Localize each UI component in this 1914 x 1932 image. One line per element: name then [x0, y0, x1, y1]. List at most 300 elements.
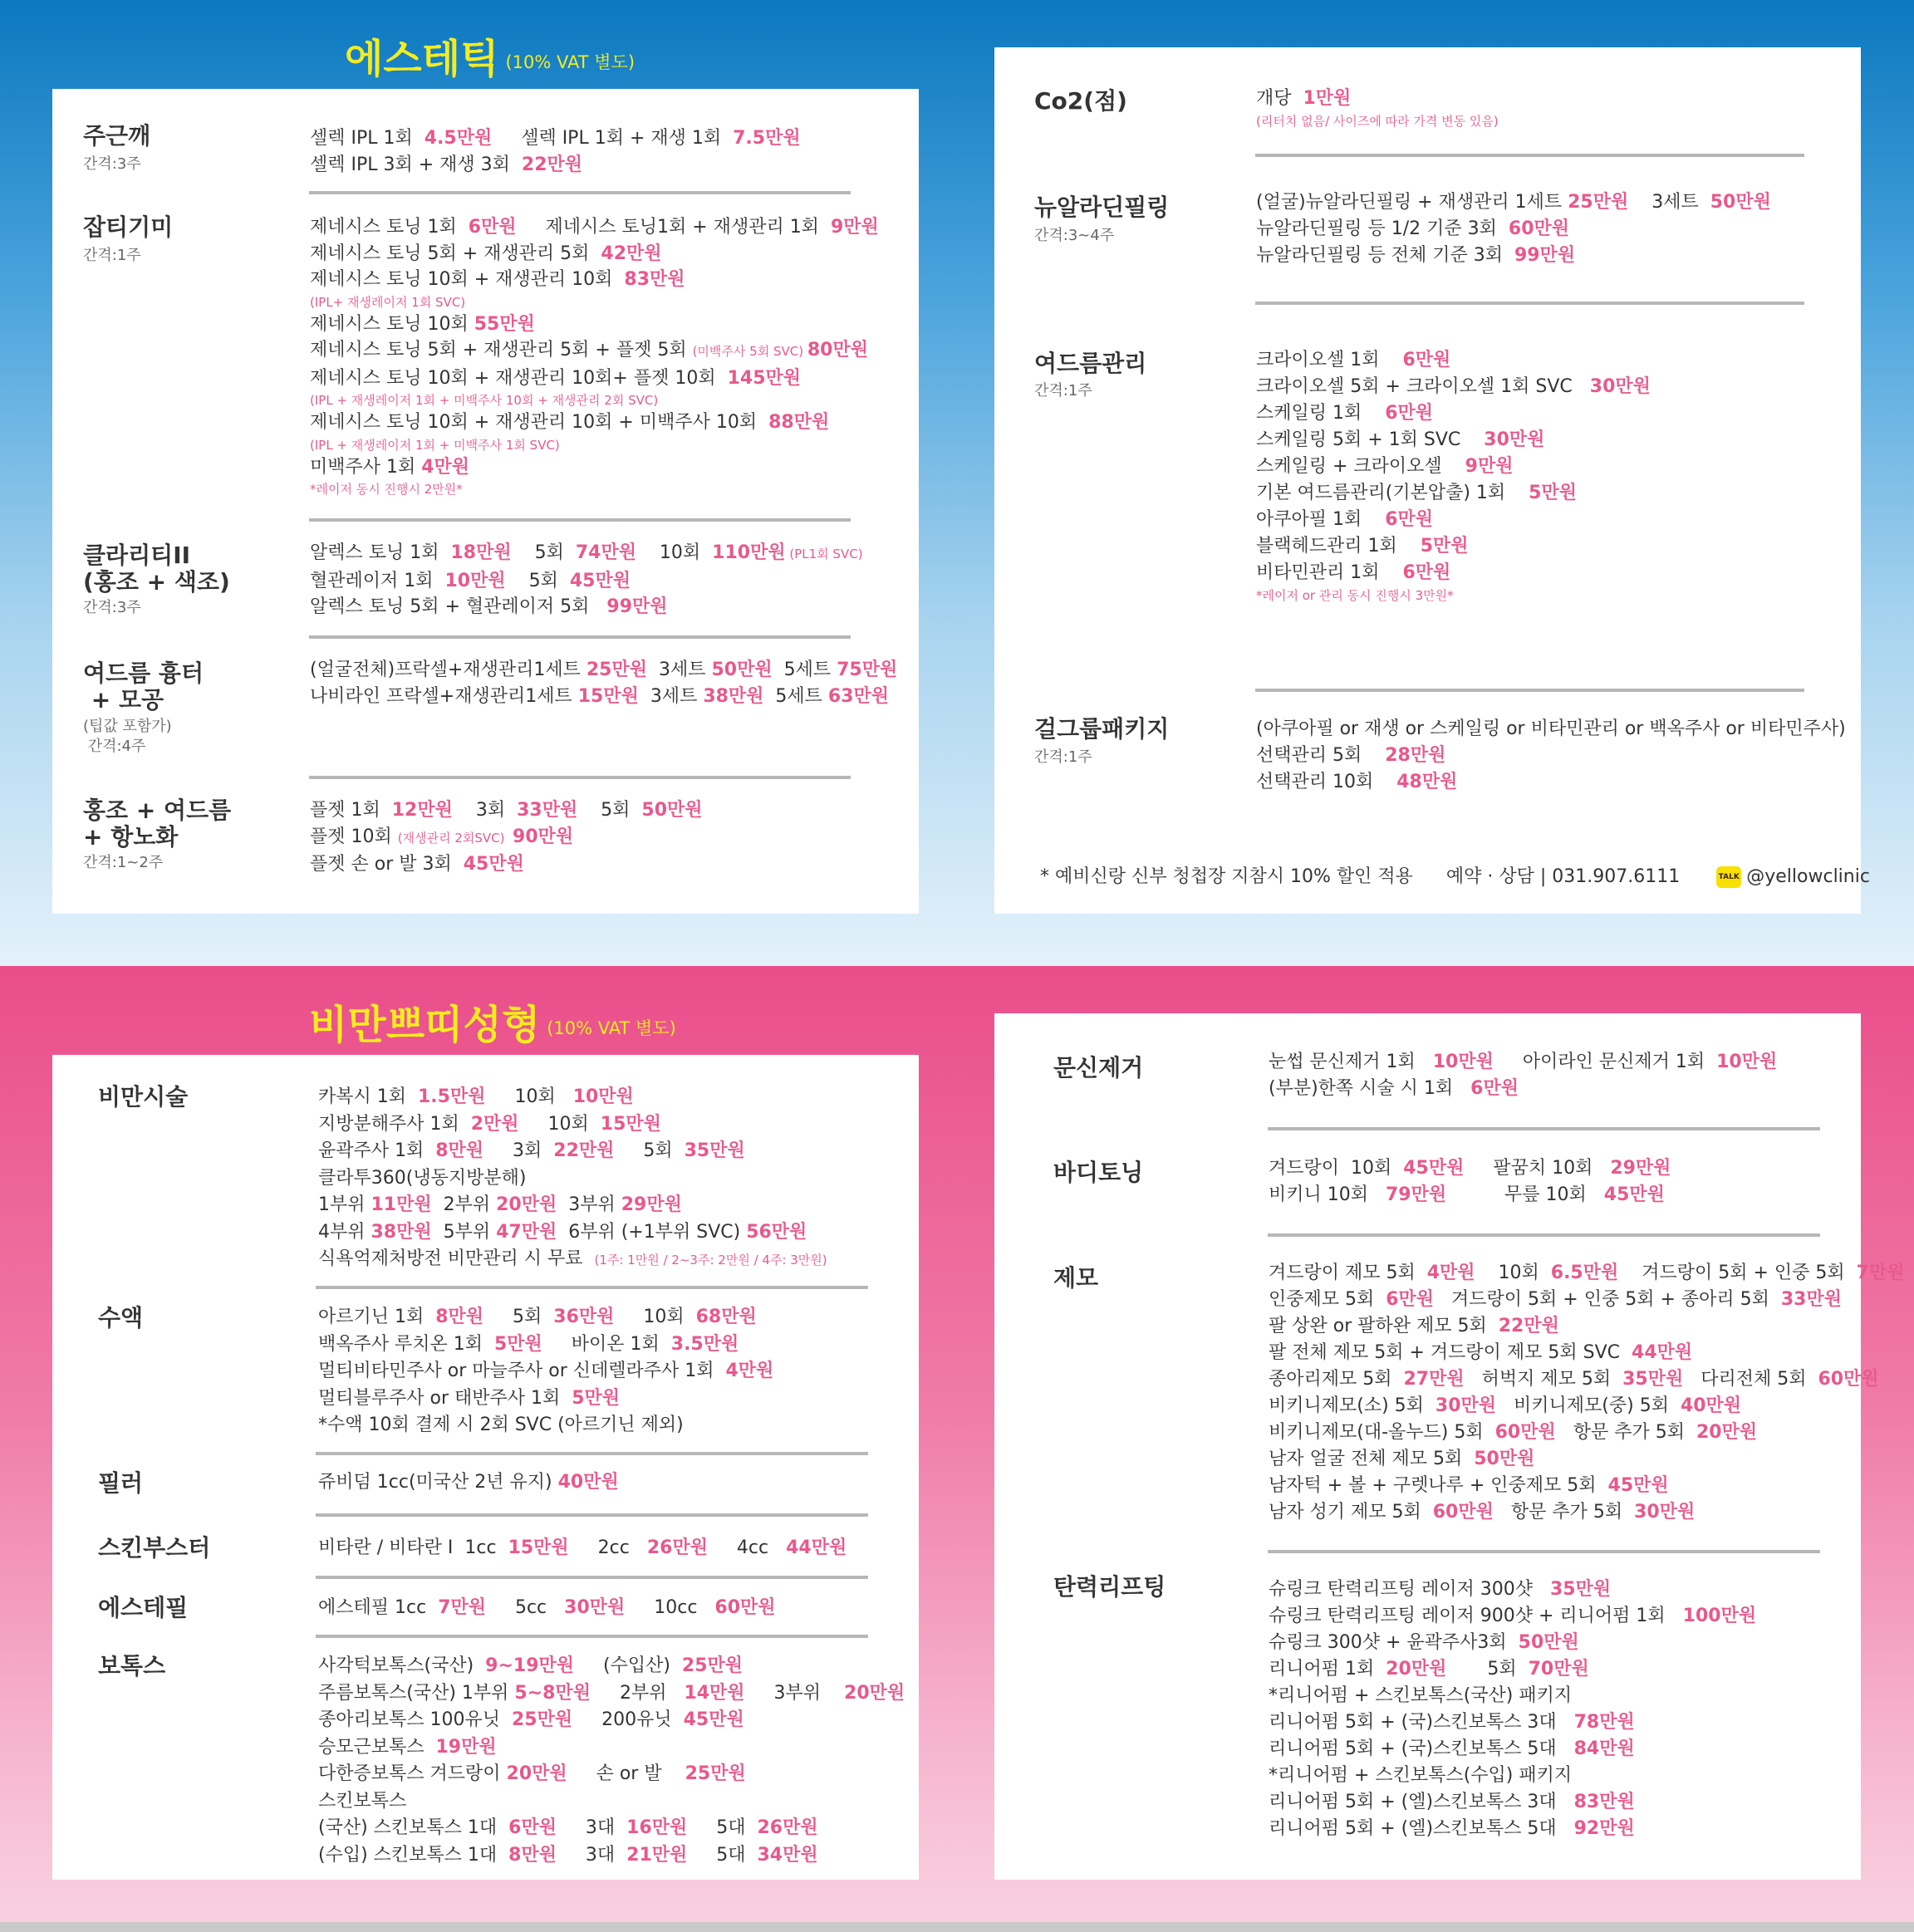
panel-a-section-3-interval: 간격:4주: [83, 738, 146, 755]
item-label: 2cc: [568, 1537, 647, 1558]
price-line: [310, 480, 879, 498]
price-value: 6만원: [508, 1817, 557, 1838]
item-label: *리니어펌 + 스킨보톡스(국산) 패키지: [1269, 1685, 1573, 1706]
price-value: 30만원: [1435, 1395, 1497, 1416]
price-value: 26만원: [757, 1817, 818, 1838]
price-value: 55만원: [474, 313, 535, 335]
item-label: 플젯 1회: [310, 800, 392, 821]
price-line: [310, 293, 879, 311]
price-line: [1269, 1656, 1756, 1683]
footer: [1040, 862, 1870, 888]
price-value: 15만원: [600, 1113, 661, 1135]
price-value: 80만원: [807, 340, 868, 360]
price-line: [1269, 1736, 1756, 1763]
price-value: 18만원: [450, 542, 512, 563]
slim-vat-note: (10% VAT 별도): [547, 1018, 676, 1038]
item-label: 스케일링 + 크라이오셀: [1256, 456, 1465, 477]
panel-c-section-4-price-list: [318, 1595, 776, 1622]
panel-b-section-0-category: Co2(점): [1034, 87, 1127, 115]
price-value: 5만원: [1420, 536, 1469, 557]
price-value: 25만원: [681, 1655, 744, 1676]
price-value: 6만원: [1385, 509, 1434, 530]
item-label: 클라투360(냉동지방분해): [318, 1167, 527, 1189]
item-label: 쥬비덤 1cc(미국산 2년 유지): [318, 1472, 558, 1493]
price-value: 4만원: [725, 1361, 774, 1381]
item-label: 플젯 10회: [310, 826, 398, 847]
price-line: [1269, 1576, 1756, 1603]
item-label: 리니어펌 5회 + (국)스킨보톡스 5대: [1269, 1738, 1574, 1759]
item-label: 선택관리 10회: [1256, 772, 1397, 792]
item-label: 비키니제모(소) 5회: [1269, 1395, 1436, 1416]
price-value: 7만원: [1856, 1263, 1905, 1283]
price-value: 60만원: [1508, 218, 1570, 239]
price-value: 9만원: [1465, 456, 1514, 477]
price-value: 10만원: [444, 570, 506, 591]
item-label: 크라이오셀 1회: [1256, 350, 1403, 370]
price-value: 50만원: [711, 660, 773, 680]
item-label: 식욕억제처방전 비만관리 시 무료: [318, 1248, 595, 1269]
price-value: 45만원: [1603, 1184, 1665, 1205]
price-line: [318, 1246, 827, 1274]
price-line: [1256, 216, 1771, 243]
kakao-talk-icon: TALK: [1716, 866, 1741, 888]
price-value: 88만원: [768, 412, 830, 433]
price-line: [318, 1469, 619, 1497]
item-label: 비키니제모(대-올누드) 5회: [1269, 1422, 1495, 1443]
panel-a-section-3-interval: (팁값 포함가): [83, 718, 172, 735]
price-value: 14만원: [684, 1682, 745, 1704]
panel-c-section-1-price-list: [318, 1304, 773, 1439]
price-value: 27만원: [1403, 1369, 1465, 1390]
price-value: 110만원: [712, 542, 786, 563]
price-line: [318, 1331, 773, 1359]
section-divider: [309, 635, 851, 639]
item-label: 1부위: [318, 1194, 371, 1215]
item-label: 6부위 (+1부위 SVC): [557, 1221, 747, 1243]
item-label: 크라이오셀 5회 + 크라이오셀 1회 SVC: [1256, 376, 1590, 397]
price-value: 20만원: [844, 1682, 905, 1704]
panel-d-section-3-category: 탄력리프팅: [1053, 1573, 1166, 1601]
price-line: [318, 1788, 905, 1816]
price-line: [310, 797, 703, 824]
price-value: 1만원: [1303, 88, 1352, 109]
price-line: [318, 1304, 773, 1331]
price-line: [1269, 1473, 1904, 1499]
bottom-strip: [0, 1922, 1914, 1932]
item-label: 비타민관리 1회: [1256, 562, 1403, 583]
item-label: 10회: [636, 542, 713, 563]
item-label: 겨드랑이 5회 + 인중 5회: [1618, 1263, 1857, 1283]
price-value: 79만원: [1385, 1184, 1447, 1205]
item-label: 항문 추가 5회: [1555, 1422, 1696, 1443]
panel-a-section-4-price-list: [310, 797, 703, 878]
price-value: 45만원: [683, 1709, 744, 1730]
item-label: 다한증보톡스 겨드랑이: [318, 1763, 507, 1784]
panel-b-section-3-price-list: [1256, 716, 1846, 796]
item-label: 겨드랑이 제모 5회: [1269, 1263, 1427, 1283]
footnote: (IPL + 재생레이저 1회 + 미백주사 10회 + 재생관리 2회 SVC): [310, 393, 659, 408]
price-value: 70만원: [1528, 1659, 1589, 1679]
price-line: [1269, 1313, 1904, 1340]
panel-a-section-1-price-list: [310, 214, 879, 498]
item-label: 슈링크 탄력리프팅 레이저 300샷: [1269, 1579, 1550, 1600]
panel-a-section-0-price-list: [310, 125, 801, 178]
panel-d-section-0-category: 문신제거: [1053, 1054, 1144, 1081]
section-divider: [1255, 689, 1804, 692]
price-value: 6만원: [468, 217, 517, 238]
price-line: [1269, 1709, 1756, 1736]
item-label: 항문 추가 5회: [1493, 1502, 1635, 1523]
panel-d-section-3-price-list: [1269, 1576, 1756, 1842]
price-value: 6만원: [1385, 403, 1434, 424]
price-value: 11만원: [371, 1194, 432, 1215]
item-label: 5세트: [772, 660, 837, 680]
price-line: [1269, 1683, 1756, 1709]
item-label: 비타란 / 비타란 I 1cc: [318, 1537, 508, 1558]
item-label: 10회: [485, 1086, 573, 1107]
item-label: 10회: [1475, 1263, 1551, 1283]
panel-b-section-2-interval: 간격:1주: [1034, 382, 1092, 400]
section-divider: [1268, 1127, 1820, 1130]
item-label: 블랙헤드관리 1회: [1256, 536, 1421, 557]
price-line: [318, 1595, 776, 1622]
price-value: 5만원: [1529, 483, 1577, 503]
price-value: 60만원: [714, 1597, 776, 1618]
price-line: [310, 125, 801, 152]
price-line: [1256, 769, 1846, 796]
item-label: 윤곽주사 1회: [318, 1140, 436, 1161]
price-value: 33만원: [1780, 1289, 1842, 1310]
item-label: 팔꿈치 10회: [1464, 1158, 1611, 1179]
price-value: 30만원: [1589, 376, 1651, 397]
price-line: [1269, 1260, 1904, 1287]
service-note: (PL1회 SVC): [785, 547, 863, 561]
price-value: 38만원: [371, 1221, 432, 1243]
item-label: 지방분해주사 1회: [318, 1113, 471, 1135]
panel-b-section-2-price-list: [1256, 347, 1651, 605]
item-label: 2부위: [590, 1682, 685, 1704]
item-label: 무릎 10회: [1446, 1184, 1604, 1205]
item-label: 플젯 손 or 발 3회: [310, 854, 464, 875]
item-label: 남자턱 + 볼 + 구렛나루 + 인중제모 5회: [1269, 1475, 1608, 1496]
item-label: *수액 10회 결제 시 2회 SVC (아르기닌 제외): [318, 1415, 684, 1435]
price-value: 35만원: [684, 1140, 745, 1161]
item-label: 허벅지 제모 5회: [1464, 1369, 1623, 1390]
price-value: 22만원: [553, 1140, 615, 1161]
item-label: 리니어펌 1회: [1269, 1659, 1386, 1679]
price-value: 63만원: [827, 685, 890, 707]
price-value: 7.5만원: [733, 128, 801, 149]
item-label: 사각턱보톡스(국산): [318, 1655, 486, 1676]
price-value: 10만원: [1716, 1052, 1778, 1072]
item-label: 3세트: [1628, 192, 1710, 213]
item-label: 다리전체 5회: [1683, 1369, 1818, 1390]
price-value: 5~8만원: [514, 1682, 591, 1704]
price-line: [1256, 243, 1771, 269]
item-label: (부분)한쪽 시술 시 1회: [1269, 1078, 1471, 1099]
panel-a-section-2-price-list: [310, 540, 863, 620]
price-value: 10만원: [1432, 1052, 1494, 1072]
section-divider: [316, 1576, 868, 1579]
service-note: (재생관리 2회SVC): [397, 830, 513, 846]
item-label: 겨드랑이 5회 + 인중 5회 + 종아리 5회: [1434, 1289, 1781, 1310]
price-line: [310, 436, 879, 454]
price-value: 9만원: [830, 217, 879, 238]
price-value: 145만원: [727, 367, 802, 389]
price-value: 15만원: [508, 1537, 569, 1558]
price-value: 45만원: [1607, 1475, 1669, 1496]
panel-d-section-1-category: 바디토닝: [1053, 1159, 1144, 1186]
price-line: [310, 409, 879, 436]
item-label: 기본 여드름관리(기본압출) 1회: [1256, 483, 1529, 503]
price-value: 20만원: [496, 1194, 557, 1215]
price-line: [1269, 1816, 1756, 1842]
price-value: 3.5만원: [670, 1333, 739, 1355]
service-note: (1주: 1만원 / 2~3주: 2만원 / 4주: 3만원): [594, 1253, 827, 1268]
item-label: 팔 전체 제모 5회 + 겨드랑이 제모 5회 SVC: [1269, 1342, 1632, 1363]
price-value: 42만원: [601, 243, 662, 264]
section-divider: [316, 1513, 868, 1517]
price-line: [1269, 1340, 1904, 1366]
panel-d-section-0-price-list: [1269, 1049, 1777, 1102]
price-value: 10만원: [572, 1086, 634, 1107]
item-label: 제네시스 토닝 5회 + 재생관리 5회 + 플젯 5회: [310, 340, 693, 360]
price-line: [318, 1653, 905, 1680]
item-label: 5회: [483, 1307, 554, 1327]
price-value: 6만원: [1470, 1078, 1519, 1099]
item-label: 제네시스 토닝 10회 + 재생관리 10회 + 미백주사 10회: [310, 412, 769, 433]
aesthetic-title-text: 에스테틱: [345, 36, 499, 82]
price-value: 83만원: [1573, 1792, 1635, 1812]
item-label: 3회: [452, 800, 518, 821]
price-line: [310, 684, 897, 710]
panel-a-section-2-interval: 간격:3주: [83, 599, 141, 616]
panel-c-section-3-category: 스킨부스터: [98, 1534, 211, 1562]
price-line: [310, 391, 879, 409]
price-line: [1256, 743, 1846, 769]
price-value: 68만원: [695, 1307, 757, 1327]
item-label: 제네시스 토닝1회 + 재생관리 1회: [516, 217, 831, 238]
item-label: 바이온 1회: [542, 1333, 671, 1355]
section-divider: [316, 1635, 868, 1638]
price-line: [1269, 1789, 1756, 1816]
price-value: 8만원: [435, 1140, 484, 1161]
price-value: 38만원: [703, 685, 764, 707]
item-label: 백옥주사 루치온 1회: [318, 1333, 494, 1355]
price-value: 50만원: [1710, 192, 1771, 213]
item-label: 겨드랑이 10회: [1269, 1158, 1404, 1179]
item-label: (얼굴전체)프락셀+재생관리1세트: [310, 660, 586, 680]
item-label: (국산) 스킨보톡스 1대: [318, 1817, 509, 1838]
item-label: 아이라인 문신제거 1회: [1493, 1052, 1717, 1072]
price-line: [1269, 1049, 1777, 1076]
footnote: (리터치 없음/ 사이즈에 따라 가격 변동 있음): [1256, 114, 1499, 129]
contact-info: 예약 · 상담 | 031.907.6111: [1445, 866, 1681, 887]
panel-c-section-4-category: 에스테필: [98, 1594, 189, 1621]
item-label: 스킨보톡스: [318, 1790, 407, 1812]
price-line: [1269, 1393, 1904, 1420]
item-label: 리니어펌 5회 + (국)스킨보톡스 3대: [1269, 1712, 1574, 1733]
price-line: [1269, 1446, 1904, 1473]
panel-b-section-3-category: 걸그룹패키지: [1034, 715, 1170, 743]
price-line: [318, 1111, 827, 1139]
price-value: 12만원: [391, 800, 453, 821]
price-value: 33만원: [517, 800, 578, 821]
price-line: [318, 1412, 773, 1439]
item-label: 혈관레이저 1회: [310, 570, 445, 591]
item-label: 주름보톡스(국산) 1부위: [318, 1682, 515, 1704]
item-label: 3부위: [744, 1682, 845, 1704]
price-value: 99만원: [606, 596, 668, 617]
section-divider: [316, 1286, 868, 1289]
price-line: [318, 1842, 905, 1870]
service-note: (미백주사 5회 SVC): [692, 344, 807, 359]
item-label: 팔 상완 or 팔하완 제모 5회: [1269, 1316, 1499, 1336]
item-label: 5cc: [486, 1597, 565, 1618]
panel-a-section-3-category: 여드름 흉터 + 모공: [83, 660, 204, 713]
item-label: 뉴알라딘필링 등 1/2 기준 3회: [1256, 218, 1509, 239]
discount-note: * 예비신랑 신부 청첩장 지참시 10% 할인 적용: [1040, 866, 1413, 887]
price-line: [1256, 347, 1651, 374]
panel-b-section-1-price-list: [1256, 189, 1771, 269]
price-line: [310, 851, 703, 878]
price-line: [1269, 1630, 1756, 1656]
price-line: [318, 1084, 827, 1111]
item-label: 200유닛: [572, 1709, 684, 1730]
price-value: 4만원: [1426, 1263, 1475, 1283]
price-line: [1269, 1366, 1904, 1393]
price-line: [1256, 560, 1651, 586]
item-label: 4cc: [707, 1537, 787, 1558]
price-line: [310, 152, 801, 179]
price-value: 45만원: [569, 570, 631, 591]
panel-b-section-1-category: 뉴알라딘필링: [1034, 194, 1170, 221]
item-label: 개당: [1256, 88, 1303, 109]
panel-c-section-2-category: 필러: [98, 1469, 144, 1497]
price-value: 6.5만원: [1550, 1263, 1619, 1283]
price-value: 4만원: [421, 456, 470, 478]
panel-c-section-2-price-list: [318, 1469, 619, 1497]
item-label: 스케일링 1회: [1256, 403, 1386, 424]
price-value: 50만원: [1518, 1632, 1579, 1653]
item-label: 5회: [511, 542, 576, 563]
price-value: 5만원: [494, 1333, 542, 1355]
item-label: 나비라인 프락셀+재생관리1세트: [310, 685, 578, 707]
section-divider: [1255, 154, 1804, 157]
price-value: 8만원: [508, 1844, 557, 1866]
item-label: 10회: [614, 1307, 696, 1327]
slim-title-text: 비만쁘띠성형: [309, 1002, 541, 1048]
footnote: (IPL+ 재생레이저 1회 SVC): [310, 294, 466, 310]
price-value: 44만원: [786, 1537, 847, 1558]
panel-a-section-1-category: 잡티기미: [83, 213, 174, 241]
panel-d-section-2-category: 제모: [1053, 1264, 1099, 1292]
item-label: 5세트: [763, 685, 828, 707]
price-line: [318, 1815, 905, 1842]
price-line: [310, 267, 879, 293]
panel-c-section-5-price-list: [318, 1653, 905, 1869]
panel-c-section-0-category: 비만시술: [98, 1083, 189, 1111]
price-value: 45만원: [1403, 1158, 1465, 1179]
item-label: 리니어펌 5회 + (엘)스킨보톡스 3대: [1269, 1792, 1574, 1812]
price-line: [318, 1138, 827, 1165]
panel-b-section-3-interval: 간격:1주: [1034, 748, 1092, 766]
price-value: 6만원: [1402, 562, 1451, 583]
item-label: 3세트: [638, 685, 704, 707]
price-value: 6만원: [1402, 350, 1451, 370]
panel-a-section-1-interval: 간격:1주: [83, 247, 141, 264]
price-value: 34만원: [757, 1844, 818, 1866]
price-value: 60만원: [1818, 1369, 1879, 1390]
panel-b-section-0-price-list: [1256, 86, 1499, 130]
price-line: [318, 1192, 827, 1219]
item-label: 미백주사 1회: [310, 456, 422, 478]
section-divider: [1268, 1550, 1820, 1553]
price-value: 99만원: [1514, 245, 1576, 266]
price-line: [1256, 112, 1499, 130]
item-label: 10회: [518, 1113, 601, 1135]
panel-a-section-0-category: 주근깨: [83, 122, 151, 150]
price-line: [1256, 374, 1651, 400]
price-value: 35만원: [1622, 1369, 1684, 1390]
price-line: [1269, 1076, 1777, 1102]
item-label: 비키니제모(중) 5회: [1496, 1395, 1681, 1416]
panel-c-section-5-category: 보톡스: [98, 1652, 166, 1679]
panel-c-section-1-category: 수액: [98, 1304, 144, 1331]
price-line: [1269, 1182, 1671, 1209]
price-line: [318, 1219, 827, 1247]
item-label: 4부위: [318, 1221, 371, 1243]
price-value: 21만원: [626, 1844, 688, 1866]
item-label: 카복시 1회: [318, 1086, 418, 1107]
section-divider: [309, 518, 851, 522]
price-value: 100만원: [1682, 1606, 1757, 1626]
item-label: 멀티비타민주사 or 마늘주사 or 신데렐라주사 1회: [318, 1361, 726, 1381]
price-line: [1256, 480, 1651, 507]
item-label: 셀렉 IPL 1회: [310, 128, 425, 149]
price-value: 25만원: [586, 660, 647, 680]
price-value: 50만원: [1474, 1449, 1535, 1469]
item-label: 종아리보톡스 100유닛: [318, 1709, 512, 1730]
footnote: *레이저 or 관리 동시 진행시 3만원*: [1256, 588, 1454, 603]
slim-title: [309, 993, 676, 1050]
price-line: [1256, 507, 1651, 533]
item-label: 제네시스 토닝 1회: [310, 217, 469, 238]
price-value: 60만원: [1432, 1502, 1494, 1523]
price-line: [318, 1358, 773, 1385]
price-line: [310, 540, 863, 568]
item-label: 에스테필 1cc: [318, 1597, 439, 1618]
panel-a-section-4-interval: 간격:1~2주: [83, 854, 164, 871]
price-value: 15만원: [577, 685, 639, 707]
price-line: [1256, 86, 1499, 112]
price-value: 48만원: [1396, 772, 1458, 792]
item-label: 제네시스 토닝 10회 + 재생관리 10회: [310, 269, 625, 290]
price-line: [318, 1761, 905, 1788]
price-value: 4.5만원: [424, 128, 493, 149]
price-value: 29만원: [1610, 1158, 1671, 1179]
price-value: 40만원: [1680, 1395, 1742, 1416]
item-label: 아쿠아필 1회: [1256, 509, 1386, 530]
item-label: 남자 얼굴 전체 제모 5회: [1269, 1449, 1475, 1469]
price-value: 29만원: [621, 1194, 682, 1215]
price-line: [310, 657, 897, 684]
price-line: [318, 1734, 905, 1762]
panel-a-section-2-category: 클라리티II (홍조 + 색조): [83, 542, 230, 596]
price-line: [1256, 533, 1651, 560]
price-value: 83만원: [624, 269, 685, 290]
price-value: 9~19만원: [485, 1655, 575, 1676]
